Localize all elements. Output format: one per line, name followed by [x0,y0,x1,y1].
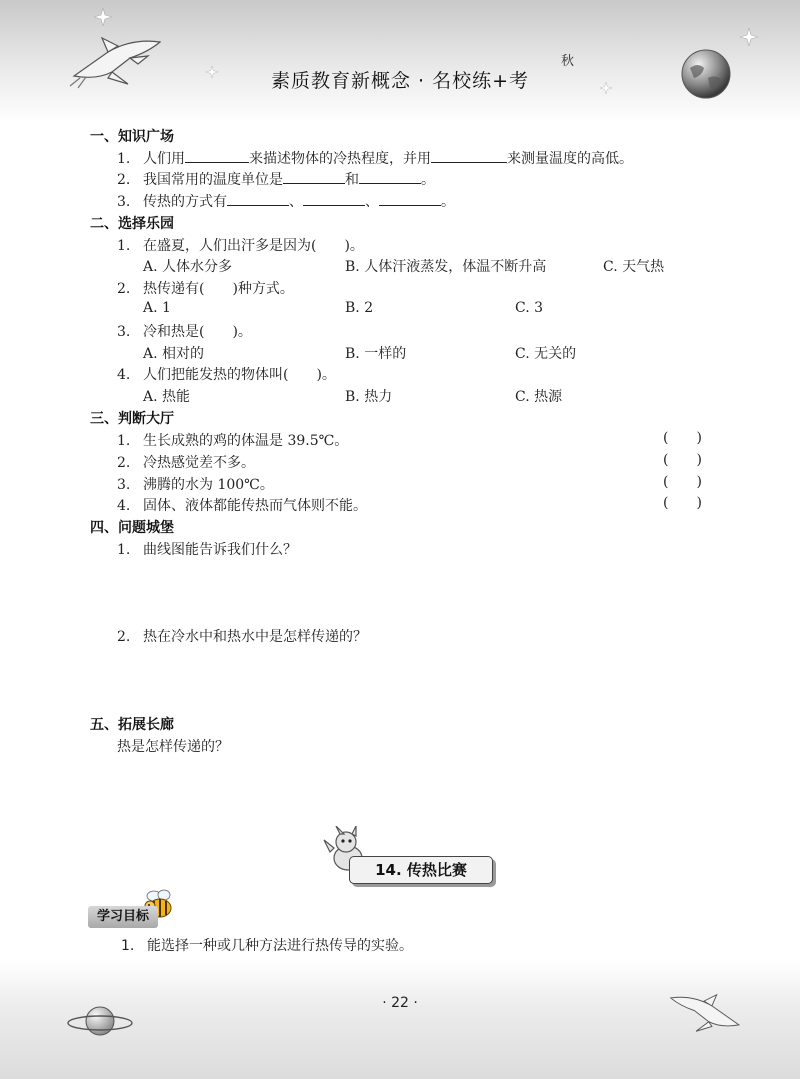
sparkle-star-icon [740,28,758,46]
option-a[interactable]: A. 热能 [143,389,191,405]
question-2-3: 3. 冷和热是( )。 [117,324,252,340]
question-2-4: 4. 人们把能发热的物体叫( )。 [117,367,336,383]
learning-goal: 1. 能选择一种或几种方法进行热传导的实验。 [121,938,413,954]
section-heading-extension: 五、拓展长廊 [90,717,174,733]
section-heading-questions: 四、问题城堡 [90,520,174,536]
answer-blank[interactable] [303,191,365,206]
judgement-item: 2. 冷热感觉差不多。 [117,455,255,471]
question-1-1: 1. 人们用 来描述物体的冷热程度，并用 来测量温度的高低。 [117,148,633,168]
question-5: 热是怎样传递的？ [117,739,229,755]
judgement-item: 4. 固体、液体都能传热而气体则不能。 [117,498,367,514]
judgement-item: 1. 生长成熟的鸡的体温是 39.5℃。 [117,433,349,449]
page-title: 素质教育新概念 · 名校练+考 [270,70,530,92]
option-c[interactable]: C. 无关的 [515,346,577,362]
lesson-title: 14. 传热比赛 [349,856,493,884]
question-2-1: 1. 在盛夏，人们出汗多是因为( )。 [117,238,364,254]
answer-bracket[interactable]: () [663,495,730,511]
question-1-3: 3. 传热的方式有 、 、 。 [117,191,455,211]
section-heading-judgement: 三、判断大厅 [90,411,174,427]
option-c[interactable]: C. 天气热 [603,259,665,275]
sparkle-star-icon [94,8,112,26]
option-a[interactable]: A. 人体水分多 [143,259,233,275]
answer-blank[interactable] [185,148,249,163]
judgement-item: 3. 沸腾的水为 100℃。 [117,477,274,493]
option-a[interactable]: A. 相对的 [143,346,205,362]
option-a[interactable]: A. 1 [143,300,171,316]
answer-blank[interactable] [379,191,441,206]
question-2-2: 2. 热传递有( )种方式。 [117,281,294,297]
option-b[interactable]: B. 人体汗液蒸发，体温不断升高 [345,259,547,275]
answer-bracket[interactable]: () [663,474,730,490]
option-b[interactable]: B. 2 [345,300,374,316]
answer-bracket[interactable]: () [663,452,730,468]
answer-blank[interactable] [227,191,289,206]
answer-blank[interactable] [431,148,507,163]
section-heading-choice: 二、选择乐园 [90,216,174,232]
question-1-2: 2. 我国常用的温度单位是 和 。 [117,169,435,189]
option-c[interactable]: C. 3 [515,300,544,316]
question-4-1: 1. 曲线图能告诉我们什么？ [117,542,297,558]
section-heading-knowledge: 一、知识广场 [90,129,174,145]
answer-blank[interactable] [283,169,345,184]
answer-blank[interactable] [359,169,421,184]
learning-goals-badge: 学习目标 [88,906,158,928]
option-b[interactable]: B. 热力 [345,389,393,405]
option-b[interactable]: B. 一样的 [345,346,407,362]
answer-bracket[interactable]: () [663,430,730,446]
page-number: · 22 · [382,995,418,1011]
option-c[interactable]: C. 热源 [515,389,563,405]
question-4-2: 2. 热在冷水中和热水中是怎样传递的？ [117,629,367,645]
season-label: 秋 [561,54,575,69]
